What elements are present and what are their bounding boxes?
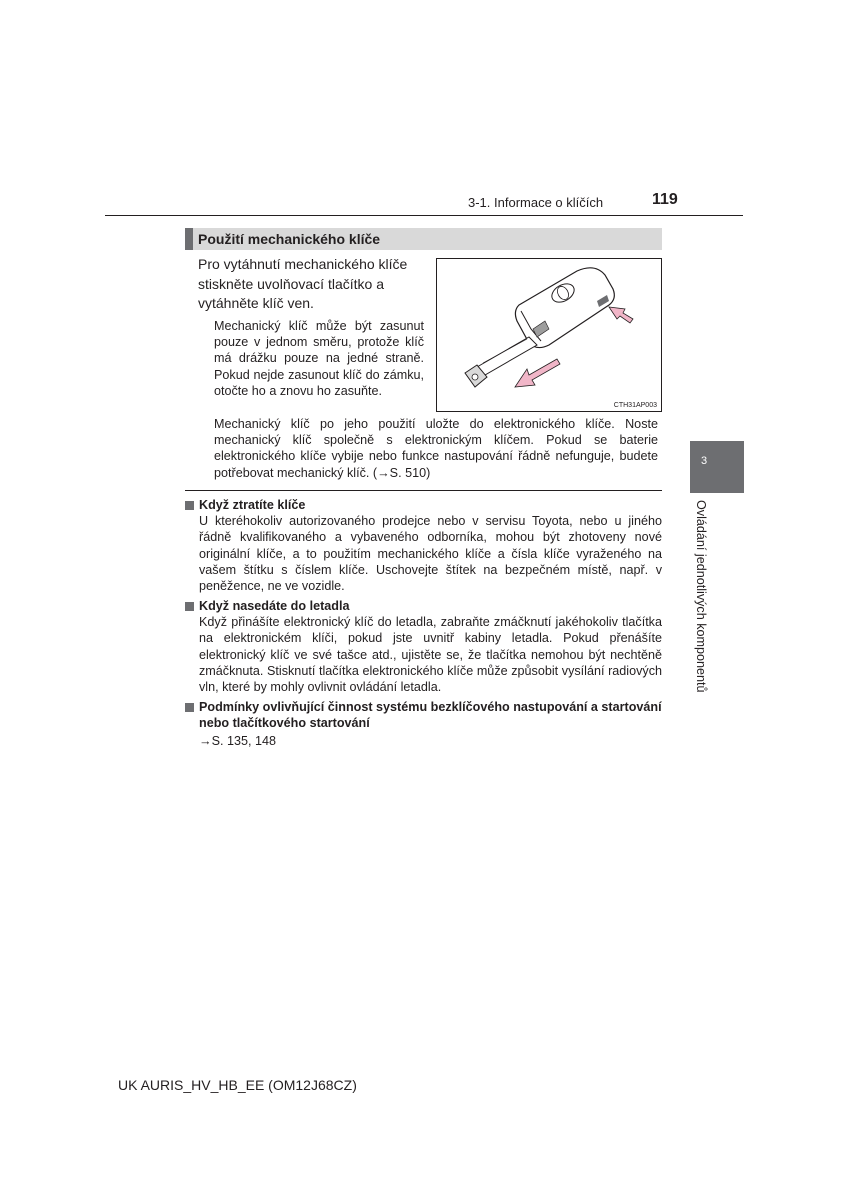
section-divider <box>185 490 662 491</box>
figure-code: CTH31AP003 <box>613 402 657 409</box>
note-key-direction: Mechanický klíč může být zasunut pouze v jednom směru, protože klíč má drážku pouze na jedné straně. Pokud nejde zasunout klíč do zámku, otočte ho a znovu ho zasuňte. <box>214 319 424 398</box>
item-body: →S. 135, 148 <box>199 734 277 749</box>
intro-text: Pro vytáhnutí mechanického klíče stiskněte uvolňovací tlačítko a vytáhněte klíč ven. <box>198 256 408 311</box>
header-rule <box>105 215 743 216</box>
item-heading: Když nasedáte do letadla <box>199 599 350 613</box>
footer-code: UK AURIS_HV_HB_EE (OM12J68CZ) <box>118 1077 357 1093</box>
item-heading: Když ztratíte klíče <box>199 498 306 512</box>
bullet-square-icon <box>185 501 194 510</box>
key-figure <box>436 258 662 412</box>
chapter-label: Ovládání jednotlivých komponentů <box>694 500 708 693</box>
page-number: 119 <box>652 191 678 208</box>
section-title: Použití mechanického klíče <box>198 231 381 247</box>
item-heading: Podmínky ovlivňující činnost systému bezklíčového nastupování a startování nebo tlačítkového startování <box>199 700 662 731</box>
item-lost-keys <box>185 497 662 594</box>
header-section: 3-1. Informace o klíčích <box>468 195 604 210</box>
item-body: U kteréhokoliv autorizovaného prodejce nebo v servisu Toyota, nebo u jiného řádně kvalifikovaného a vybaveného odborníka, mohou být zhotoveny nové originální klíče, a to použitím mechanického klíče a čísla klíče vyraženého na vašem štítku s číslem klíče. Uschovejte štítek na bezpečném místě, např. v peněžence, ne ve vozidle. <box>199 514 662 594</box>
note-store-key: Mechanický klíč po jeho použití uložte do elektronického klíče. Noste mechanický klíč společně s elektronickým klíčem. Pokud se baterie elektronického klíče vybije nebo funkce nastupování řádně nefunguje, budete potřebovat mechanický klíč. (→S. 510) <box>214 417 658 480</box>
bullet-square-icon <box>185 602 194 611</box>
item-body: Když přinášíte elektronický klíč do letadla, zabraňte zmáčknutí jakéhokoliv tlačítka na elektronickém klíči, pokud jste uvnitř kabiny letadla. Pokud přenášíte elektronický klíč ve své tašce atd., ujistěte se, že tlačítka nemohou být nechtěně zmáčknuta. Stisknutí tlačítka elektronického klíče může způsobit vysílání radiových vln, které by mohly ovlivnit ovládání letadla. <box>199 615 662 695</box>
section-bar-mark <box>185 228 193 250</box>
item-airplane <box>185 598 662 695</box>
chapter-tab <box>690 441 744 493</box>
item-conditions <box>185 699 662 750</box>
chapter-number: 3 <box>701 455 708 467</box>
bullet-square-icon <box>185 703 194 712</box>
electronic-key-illustration <box>437 259 661 411</box>
